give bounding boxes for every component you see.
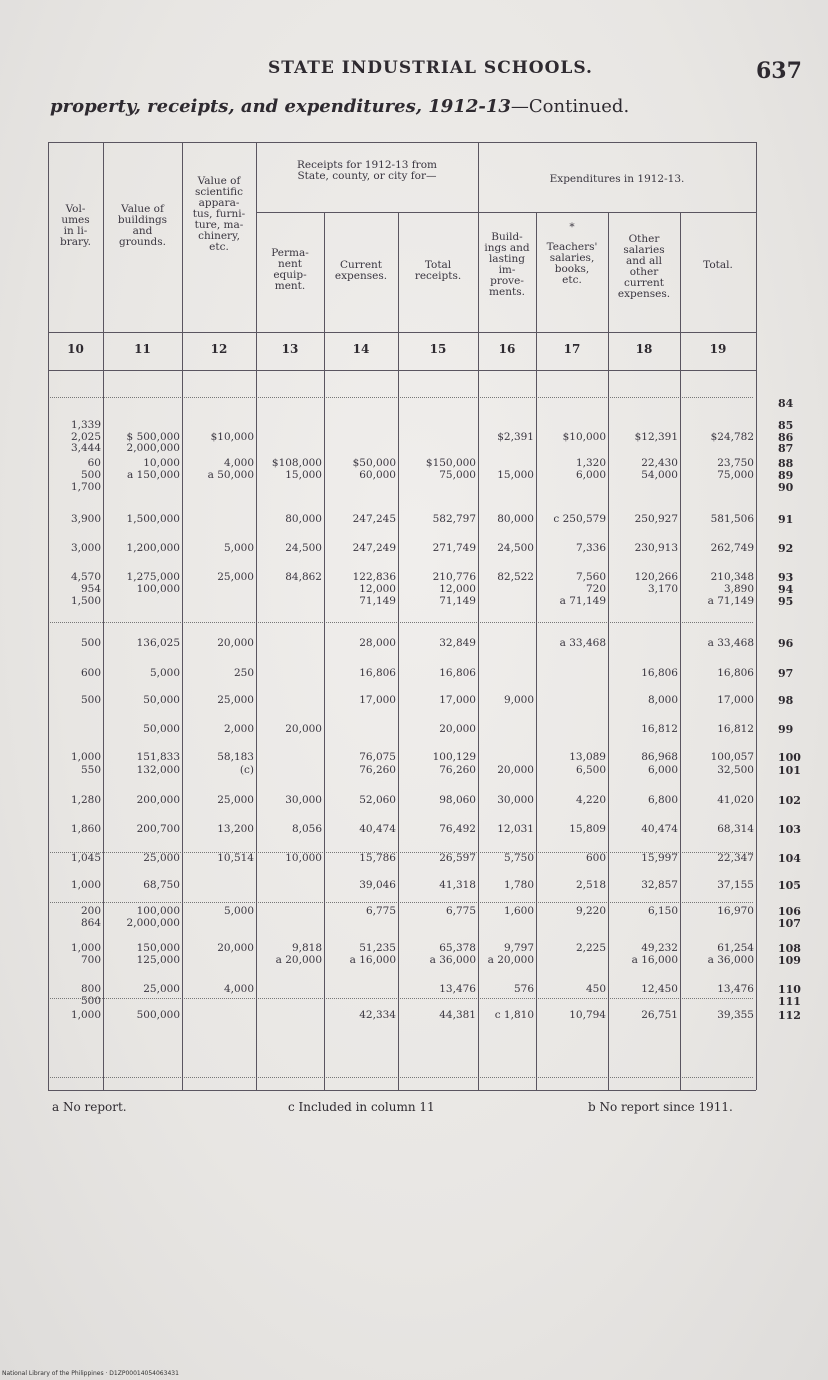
table-cell: 84,862	[285, 571, 322, 583]
row-number: 110	[778, 983, 801, 996]
table-cell: 720	[585, 583, 606, 595]
table-cell: 150,000	[136, 942, 180, 954]
table-cell: 122,836	[352, 571, 396, 583]
table-cell: 10,000	[143, 457, 180, 469]
dotted-rule	[48, 397, 753, 398]
row-number: 86	[778, 431, 794, 444]
table-cell: a 16,000	[631, 954, 678, 966]
table-cell: 22,347	[717, 852, 754, 864]
table-cell: 700	[80, 954, 101, 966]
table-cell: 58,183	[217, 751, 254, 763]
table-cell: 8,056	[291, 823, 322, 835]
table-cell: 15,000	[285, 469, 322, 481]
table-cell: 32,500	[717, 764, 754, 776]
table-cell: 16,970	[717, 905, 754, 917]
table-cell: 10,794	[569, 1009, 606, 1021]
table-cell: 49,232	[641, 942, 678, 954]
row-number: 103	[778, 823, 801, 836]
row-number: 85	[778, 419, 794, 432]
table-cell: a 71,149	[707, 595, 754, 607]
table-cell: 68,750	[143, 879, 180, 891]
table-cell: 60	[87, 457, 101, 469]
table-cell: 5,000	[223, 542, 254, 554]
table-cell: 500	[80, 469, 101, 481]
table-cell: 6,150	[647, 905, 678, 917]
table-cell: 20,000	[285, 723, 322, 735]
table-cell: 500	[80, 637, 101, 649]
table-cell: 600	[585, 852, 606, 864]
table-cell: 71,149	[359, 595, 396, 607]
table-top-rule	[48, 142, 756, 143]
header-c14: Current expenses.	[334, 259, 388, 282]
table-cell: $24,782	[710, 431, 754, 443]
table-cell: 60,000	[359, 469, 396, 481]
row-number: 108	[778, 942, 801, 955]
row-number: 104	[778, 852, 801, 865]
table-cell: 12,031	[497, 823, 534, 835]
footnote-b: b No report since 1911.	[588, 1100, 733, 1114]
header-c12: Value of scientific appara- tus, furni- ture, ma- chinery, etc.	[192, 175, 246, 253]
table-cell: 40,474	[641, 823, 678, 835]
table-cell: 576	[513, 983, 534, 995]
column-rule	[182, 142, 183, 1090]
table-cell: 98,060	[439, 794, 476, 806]
column-number: 17	[563, 342, 581, 356]
table-cell: a 20,000	[275, 954, 322, 966]
table-cell: 100,129	[432, 751, 476, 763]
table-cell: 16,806	[359, 667, 396, 679]
row-number: 102	[778, 794, 801, 807]
table-cell: 15,809	[569, 823, 606, 835]
column-number: 12	[210, 342, 228, 356]
table-cell: 37,155	[717, 879, 754, 891]
table-cell: 6,775	[445, 905, 476, 917]
header-c18: Other salaries and all other current expenses.	[617, 233, 671, 300]
row-number: 100	[778, 751, 801, 764]
table-cell: 16,806	[439, 667, 476, 679]
table-cell: 9,220	[575, 905, 606, 917]
row-number: 96	[778, 637, 794, 650]
row-number: 106	[778, 905, 801, 918]
footnote-c: c Included in column 11	[288, 1100, 435, 1114]
table-cell: a 20,000	[487, 954, 534, 966]
table-cell: 581,506	[710, 513, 754, 525]
table-cell: 52,060	[359, 794, 396, 806]
dotted-rule	[48, 902, 753, 903]
table-cell: 262,749	[710, 542, 754, 554]
table-cell: 7,560	[575, 571, 606, 583]
table-cell: 65,378	[439, 942, 476, 954]
library-imprint: National Library of the Philippines · D1ZP00014054063431	[2, 1370, 179, 1377]
dotted-rule	[48, 998, 753, 999]
table-cell: 2,000,000	[126, 442, 180, 454]
table-cell: 24,500	[285, 542, 322, 554]
table-cell: 15,786	[359, 852, 396, 864]
table-cell: 22,430	[641, 457, 678, 469]
table-cell: 25,000	[217, 794, 254, 806]
column-number: 13	[281, 342, 299, 356]
table-cell: 200	[80, 905, 101, 917]
table-subtitle	[50, 96, 629, 117]
table-cell: 76,260	[439, 764, 476, 776]
table-cell: 550	[80, 764, 101, 776]
table-cell: 9,000	[503, 694, 534, 706]
table-cell: 3,444	[70, 442, 101, 454]
row-number: 92	[778, 542, 794, 555]
column-number: 19	[709, 342, 727, 356]
table-cell: 864	[80, 917, 101, 929]
table-cell: 200,000	[136, 794, 180, 806]
row-number: 99	[778, 723, 794, 736]
table-cell: 15,000	[497, 469, 534, 481]
table-cell: 75,000	[439, 469, 476, 481]
table-cell: a 36,000	[707, 954, 754, 966]
table-cell: 13,089	[569, 751, 606, 763]
table-cell: 8,000	[647, 694, 678, 706]
table-cell: $ 500,000	[126, 431, 180, 443]
table-cell: 20,000	[217, 637, 254, 649]
table-cell: 10,000	[285, 852, 322, 864]
table-cell: 5,750	[503, 852, 534, 864]
table-cell: 30,000	[285, 794, 322, 806]
table-cell: 50,000	[143, 723, 180, 735]
table-cell: $50,000	[352, 457, 396, 469]
table-cell: 1,000	[70, 1009, 101, 1021]
row-number: 97	[778, 667, 794, 680]
table-cell: $10,000	[562, 431, 606, 443]
table-cell: 39,355	[717, 1009, 754, 1021]
table-cell: 20,000	[439, 723, 476, 735]
table-cell: 76,075	[359, 751, 396, 763]
table-cell: 39,046	[359, 879, 396, 891]
table-cell: 500	[80, 995, 101, 1007]
table-cell: 20,000	[217, 942, 254, 954]
table-cell: 44,381	[439, 1009, 476, 1021]
table-cell: 23,750	[717, 457, 754, 469]
running-header: STATE INDUSTRIAL SCHOOLS.	[268, 58, 593, 78]
table-cell: 100,000	[136, 583, 180, 595]
table-cell: $150,000	[425, 457, 476, 469]
table-cell: 2,225	[575, 942, 606, 954]
table-cell: 13,200	[217, 823, 254, 835]
table-cell: 4,570	[70, 571, 101, 583]
table-cell: 6,800	[647, 794, 678, 806]
table-cell: 54,000	[641, 469, 678, 481]
table-cell: 247,245	[352, 513, 396, 525]
table-cell: 1,500,000	[126, 513, 180, 525]
footnote-a: a No report.	[52, 1100, 127, 1114]
receipts-group-rule	[256, 212, 756, 213]
table-cell: a 16,000	[349, 954, 396, 966]
table-cell: a 33,468	[559, 637, 606, 649]
dotted-rule	[48, 622, 753, 623]
dotted-rule	[48, 1077, 753, 1078]
table-cell: 1,860	[70, 823, 101, 835]
table-cell: $108,000	[271, 457, 322, 469]
column-rule	[756, 142, 757, 1090]
table-cell: 6,000	[647, 764, 678, 776]
table-cell: a 71,149	[559, 595, 606, 607]
row-number: 87	[778, 442, 794, 455]
table-cell: 2,518	[575, 879, 606, 891]
header-c15: Total receipts.	[414, 259, 462, 282]
statistics-table	[48, 142, 758, 1092]
row-number: 89	[778, 469, 794, 482]
table-cell: 15,997	[641, 852, 678, 864]
table-cell: 582,797	[432, 513, 476, 525]
table-cell: 9,797	[503, 942, 534, 954]
table-cell: 4,220	[575, 794, 606, 806]
table-cell: 1,000	[70, 751, 101, 763]
table-cell: a 36,000	[429, 954, 476, 966]
header-c13: Perma- nent equip- ment.	[271, 247, 309, 292]
table-cell: 25,000	[143, 983, 180, 995]
table-cell: 1,700	[70, 481, 101, 493]
table-cell: 1,000	[70, 942, 101, 954]
row-number: 93	[778, 571, 794, 584]
header-c11: Value of buildings and grounds.	[117, 203, 168, 248]
table-cell: 80,000	[285, 513, 322, 525]
table-cell: $10,000	[210, 431, 254, 443]
row-number: 94	[778, 583, 794, 596]
colnum-bottom-rule	[48, 370, 756, 371]
table-cell: 3,890	[723, 583, 754, 595]
table-cell: 250,927	[634, 513, 678, 525]
table-cell: 151,833	[136, 751, 180, 763]
table-cell: 5,000	[149, 667, 180, 679]
table-cell: a 50,000	[207, 469, 254, 481]
table-cell: 16,812	[717, 723, 754, 735]
table-cell: 25,000	[217, 571, 254, 583]
table-cell: 9,818	[291, 942, 322, 954]
table-cell: (c)	[239, 764, 254, 776]
row-number: 111	[778, 995, 801, 1008]
column-number: 11	[134, 342, 151, 356]
table-cell: 1,500	[70, 595, 101, 607]
table-cell: 200,700	[136, 823, 180, 835]
table-cell: 210,348	[710, 571, 754, 583]
header-c17: Teachers' salaries, books, etc.	[546, 241, 598, 286]
table-cell: 6,000	[575, 469, 606, 481]
table-cell: 6,500	[575, 764, 606, 776]
table-cell: 6,775	[365, 905, 396, 917]
column-rule	[103, 142, 104, 1090]
table-cell: 24,500	[497, 542, 534, 554]
table-cell: 500	[80, 694, 101, 706]
table-cell: 86,968	[641, 751, 678, 763]
table-cell: 2,025	[70, 431, 101, 443]
header-expenditures-group: Expenditures in 1912-13.	[549, 173, 685, 185]
table-cell: 16,812	[641, 723, 678, 735]
table-cell: 3,000	[70, 542, 101, 554]
row-number: 84	[778, 397, 794, 410]
column-number: 15	[429, 342, 447, 356]
table-cell: c 1,810	[494, 1009, 534, 1021]
table-cell: a 150,000	[126, 469, 180, 481]
row-number: 107	[778, 917, 801, 930]
table-cell: 271,749	[432, 542, 476, 554]
table-cell: 20,000	[497, 764, 534, 776]
table-cell: 3,170	[647, 583, 678, 595]
table-cell: 1,320	[575, 457, 606, 469]
table-cell: 61,254	[717, 942, 754, 954]
header-bottom-rule	[48, 332, 756, 333]
table-cell: 800	[80, 983, 101, 995]
table-cell: 954	[80, 583, 101, 595]
table-cell: 210,776	[432, 571, 476, 583]
table-cell: 4,000	[223, 983, 254, 995]
table-cell: a 33,468	[707, 637, 754, 649]
table-cell: 5,000	[223, 905, 254, 917]
table-cell: 12,000	[359, 583, 396, 595]
table-cell: 2,000,000	[126, 917, 180, 929]
table-cell: 68,314	[717, 823, 754, 835]
header-c17-mark: *	[569, 221, 575, 233]
row-number: 101	[778, 764, 801, 777]
table-cell: 250	[233, 667, 254, 679]
table-cell: 75,000	[717, 469, 754, 481]
column-number: 18	[635, 342, 653, 356]
table-cell: 120,266	[634, 571, 678, 583]
table-cell: 13,476	[439, 983, 476, 995]
table-cell: 76,492	[439, 823, 476, 835]
table-cell: 51,235	[359, 942, 396, 954]
header-c10: Vol- umes in li- brary.	[60, 203, 91, 248]
table-cell: c 250,579	[553, 513, 606, 525]
table-cell: 32,849	[439, 637, 476, 649]
table-cell: 136,025	[136, 637, 180, 649]
header-receipts-group: Receipts for 1912-13 from State, county, or city for—	[297, 159, 437, 182]
table-cell: 600	[80, 667, 101, 679]
row-number: 105	[778, 879, 801, 892]
table-cell: 26,751	[641, 1009, 678, 1021]
table-cell: 17,000	[717, 694, 754, 706]
table-bottom-rule	[48, 1090, 756, 1091]
table-cell: 28,000	[359, 637, 396, 649]
table-cell: 82,522	[497, 571, 534, 583]
subtitle-continued: —Continued.	[510, 96, 630, 117]
row-number: 109	[778, 954, 801, 967]
row-number: 88	[778, 457, 794, 470]
table-cell: 25,000	[143, 852, 180, 864]
table-cell: 4,000	[223, 457, 254, 469]
table-cell: 76,260	[359, 764, 396, 776]
table-cell: 1,000	[70, 879, 101, 891]
table-cell: 41,020	[717, 794, 754, 806]
table-cell: 1,275,000	[126, 571, 180, 583]
column-number: 14	[352, 342, 370, 356]
header-c16: Build- ings and lasting im- prove- ments.	[484, 231, 530, 298]
subtitle-main: property, receipts, and expenditures, 1912-13	[50, 96, 511, 117]
table-cell: 1,780	[503, 879, 534, 891]
table-cell: 3,900	[70, 513, 101, 525]
column-number: 10	[67, 342, 84, 356]
table-cell: 13,476	[717, 983, 754, 995]
table-cell: $2,391	[497, 431, 534, 443]
table-cell: 32,857	[641, 879, 678, 891]
page-number: 637	[756, 58, 802, 84]
column-number: 16	[498, 342, 516, 356]
row-number: 91	[778, 513, 794, 526]
table-cell: 100,057	[710, 751, 754, 763]
table-cell: 16,806	[717, 667, 754, 679]
table-cell: 12,450	[641, 983, 678, 995]
row-number: 95	[778, 595, 794, 608]
table-cell: 17,000	[359, 694, 396, 706]
row-number: 90	[778, 481, 794, 494]
table-cell: 17,000	[439, 694, 476, 706]
table-cell: 25,000	[217, 694, 254, 706]
table-cell: 132,000	[136, 764, 180, 776]
table-cell: 1,600	[503, 905, 534, 917]
table-cell: 7,336	[575, 542, 606, 554]
header-c19: Total.	[703, 259, 733, 271]
table-cell: 1,200,000	[126, 542, 180, 554]
table-cell: 41,318	[439, 879, 476, 891]
table-cell: 50,000	[143, 694, 180, 706]
table-cell: 125,000	[136, 954, 180, 966]
row-number: 112	[778, 1009, 801, 1022]
column-rule	[48, 142, 49, 1090]
table-cell: 12,000	[439, 583, 476, 595]
table-cell: 500,000	[136, 1009, 180, 1021]
table-cell: 10,514	[217, 852, 254, 864]
table-cell: $12,391	[634, 431, 678, 443]
table-cell: 1,339	[70, 419, 101, 431]
table-cell: 247,249	[352, 542, 396, 554]
table-cell: 1,045	[70, 852, 101, 864]
table-cell: 71,149	[439, 595, 476, 607]
table-cell: 42,334	[359, 1009, 396, 1021]
table-cell: 40,474	[359, 823, 396, 835]
table-cell: 450	[585, 983, 606, 995]
table-cell: 80,000	[497, 513, 534, 525]
row-number: 98	[778, 694, 794, 707]
table-cell: 30,000	[497, 794, 534, 806]
table-cell: 2,000	[223, 723, 254, 735]
table-cell: 230,913	[634, 542, 678, 554]
table-cell: 26,597	[439, 852, 476, 864]
table-cell: 1,280	[70, 794, 101, 806]
table-cell: 16,806	[641, 667, 678, 679]
table-cell: 100,000	[136, 905, 180, 917]
